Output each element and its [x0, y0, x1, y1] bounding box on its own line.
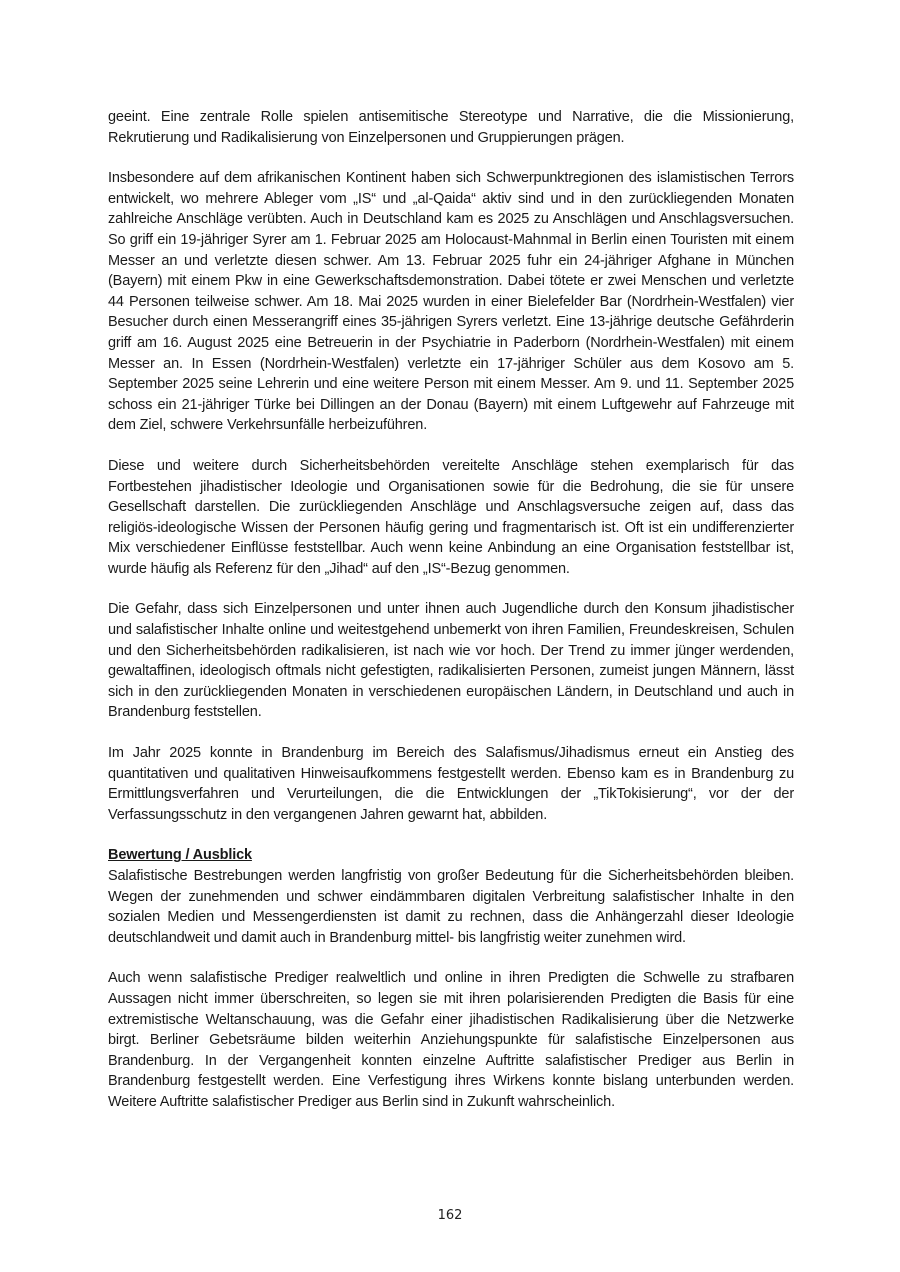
paragraph-brandenburg-2025: Im Jahr 2025 konnte in Brandenburg im Bereich des Salafismus/Jihadismus erneut ein Anstieg des quantitativen und qualitativen Hinweisaufkommens festgestellt werden. Ebenso kam es in Brandenburg zu Ermittlungsverfahren und Verurteilungen, die die Entwicklungen der „TikTokisierung“, vor der der Verfassungsschutz in den vergangenen Jahren gewarnt hat, abbilden.	[108, 745, 794, 823]
paragraph-outlook: Auch wenn salafistische Prediger realweltlich und online in ihren Predigten die Schwelle zu strafbaren Aussagen nicht immer überschreiten, so legen sie mit ihren polarisierenden Predigten die Basis für eine extremistische Weltanschauung, was die Gefahr einer jihadistischen Radikalisierung über die Netzwerke birgt. Berliner Gebetsräume bilden weiterhin Anziehungspunkte für salafistische Einzelpersonen aus Brandenburg. In der Vergangenheit konnten einzelne Auftritte salafistischer Prediger aus Berlin in Brandenburg festgestellt werden. Eine Verfestigung ihres Wirkens konnte bislang unterbunden werden. Weitere Auftritte salafistischer Prediger aus Berlin sind in Zukunft wahrscheinlich.	[108, 970, 794, 1110]
paragraph-attacks: Insbesondere auf dem afrikanischen Kontinent haben sich Schwerpunktregionen des islamistischen Terrors entwickelt, wo mehrere Ableger vom „IS“ und „al-Qaida“ aktiv sind und in den zurückliegenden Monaten zahlreiche Anschläge verübten. Auch in Deutschland kam es 2025 zu Anschlägen und Anschlagsversuchen. So griff ein 19-jähriger Syrer am 1. Februar 2025 am Holocaust-Mahnmal in Berlin einen Touristen mit einem Messer an und verletzte diesen schwer. Am 13. Februar 2025 fuhr ein 24-jähriger Afghane in München (Bayern) mit einem Pkw in eine Gewerkschaftsdemonstration. Dabei tötete er zwei Menschen und verletzte 44 Personen teilweise schwer. Am 18. Mai 2025 wurden in einer Bielefelder Bar (Nordrhein-Westfalen) vier Besucher durch einen Messerangriff eines 35-jährigen Syrers verletzt. Eine 13-jährige deutsche Gefährderin griff am 16. August 2025 eine Betreuerin in der Psychiatrie in Paderborn (Nordrhein-Westfalen) mit einem Messer an. In Essen (Nordrhein-Westfalen) verletzte ein 17-jähriger Schüler aus dem Kosovo am 5. September 2025 seine Lehrerin und eine weitere Person mit einem Messer. Am 9. und 11. September 2025 schoss ein 21-jähriger Türke bei Dillingen an der Donau (Bayern) mit einem Luftgewehr auf Fahrzeuge mit dem Ziel, schwere Verkehrsunfälle herbeizuführen.	[108, 170, 794, 434]
section-heading: Bewertung / Ausblick	[108, 847, 252, 864]
paragraph-intro-continuation: geeint. Eine zentrale Rolle spielen antisemitische Stereotype und Narrative, die die Missionierung, Rekrutierung und Radikalisierung von Einzelpersonen und Gruppierungen prägen.	[108, 109, 794, 146]
page-number: 162	[437, 1208, 463, 1223]
paragraph-assessment: Salafistische Bestrebungen werden langfristig von großer Bedeutung für die Sicherheitsbehörden bleiben. Wegen der zunehmenden und schwer eindämmbaren digitalen Verbreitung salafistischer Inhalte in den sozialen Medien und Messengerdiensten ist damit zu rechnen, dass die Anhängerzahl dieser Ideologie deutschlandweit und damit auch in Brandenburg mittel- bis langfristig weiter zunehmen wird.	[108, 868, 794, 946]
paragraph-radicalisation-risk: Die Gefahr, dass sich Einzelpersonen und unter ihnen auch Jugendliche durch den Konsum jihadistischer und salafistischer Inhalte online und weitestgehend unbemerkt von ihren Familien, Freundeskreisen, Schulen und den Sicherheitsbehörden radikalisieren, ist nach wie vor hoch. Der Trend zu immer jünger werdenden, gewaltaffinen, ideologisch oftmals nicht gefestigten, radikalisierten Personen, zumeist jungen Männern, lässt sich in den zurückliegenden Monaten in verschiedenen europäischen Ländern, in Deutschland und auch in Brandenburg feststellen.	[108, 601, 794, 721]
document-body	[108, 107, 794, 1133]
paragraph-foiled-attacks: Diese und weitere durch Sicherheitsbehörden vereitelte Anschläge stehen exemplarisch für das Fortbestehen jihadistischer Ideologie und Organisationen sowie für die Bedrohung, die sie für unsere Gesellschaft darstellen. Die zurückliegenden Anschläge und Anschlagsversuche zeigen auf, dass das religiös-ideologische Wissen der Personen häufig gering und fragmentarisch ist. Oft ist ein undifferenzierter Mix verschiedener Einflüsse feststellbar. Auch wenn keine Anbindung an eine Organisation feststellbar ist, wurde häufig als Referenz für den „Jihad“ auf den „IS“-Bezug genommen.	[108, 457, 794, 577]
